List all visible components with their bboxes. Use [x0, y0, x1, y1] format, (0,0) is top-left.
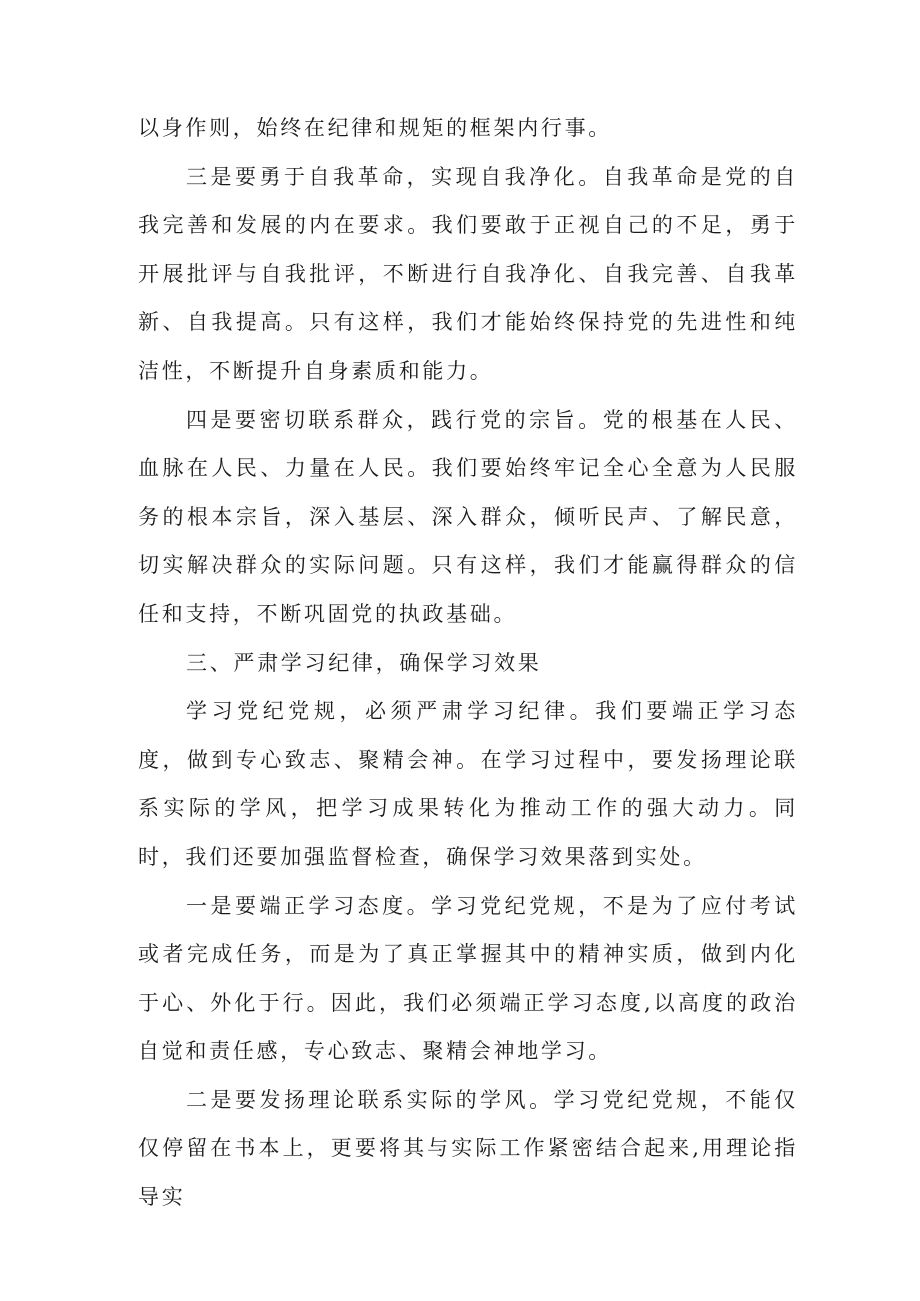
paragraph-study-discipline-intro: 学习党纪党规，必须严肃学习纪律。我们要端正学习态度，做到专心致志、聚精会神。在学习过程中，要发扬理论联系实际的学风，把学习成果转化为推动工作的强大动力。同时，我们还要加强监督检查，确保学习效果落到实处。 [138, 699, 798, 869]
document-body [138, 104, 798, 1222]
paragraph-self-revolution: 三是要勇于自我革命，实现自我净化。自我革命是党的自我完善和发展的内在要求。我们要敢于正视自己的不足，勇于开展批评与自我批评，不断进行自我净化、自我完善、自我革新、自我提高。只有这样，我们才能始终保持党的先进性和纯洁性，不断提升自身素质和能力。 [138, 164, 798, 383]
section-heading-study-discipline: 三、严肃学习纪律，确保学习效果 [186, 650, 542, 675]
paragraph-study-attitude: 一是要端正学习态度。学习党纪党规，不是为了应付考试或者完成任务，而是为了真正掌握其中的精神实质，做到内化于心、外化于行。因此，我们必须端正学习态度,以高度的政治自觉和责任感，专心致志、聚精会神地学习。 [138, 893, 798, 1064]
paragraph-connect-masses: 四是要密切联系群众，践行党的宗旨。党的根基在人民、血脉在人民、力量在人民。我们要始终牢记全心全意为人民服务的根本宗旨，深入基层、深入群众，倾听民声、了解民意，切实解决群众的实际问题。只有这样，我们才能赢得群众的信任和支持，不断巩固党的执政基础。 [138, 407, 798, 626]
paragraph-theory-practice: 二是要发扬理论联系实际的学风。学习党纪党规，不能仅仅停留在书本上，更要将其与实际工作紧密结合起来,用理论指导实 [138, 1087, 798, 1210]
paragraph-continuation: 以身作则，始终在纪律和规矩的框架内行事。 [138, 116, 612, 140]
